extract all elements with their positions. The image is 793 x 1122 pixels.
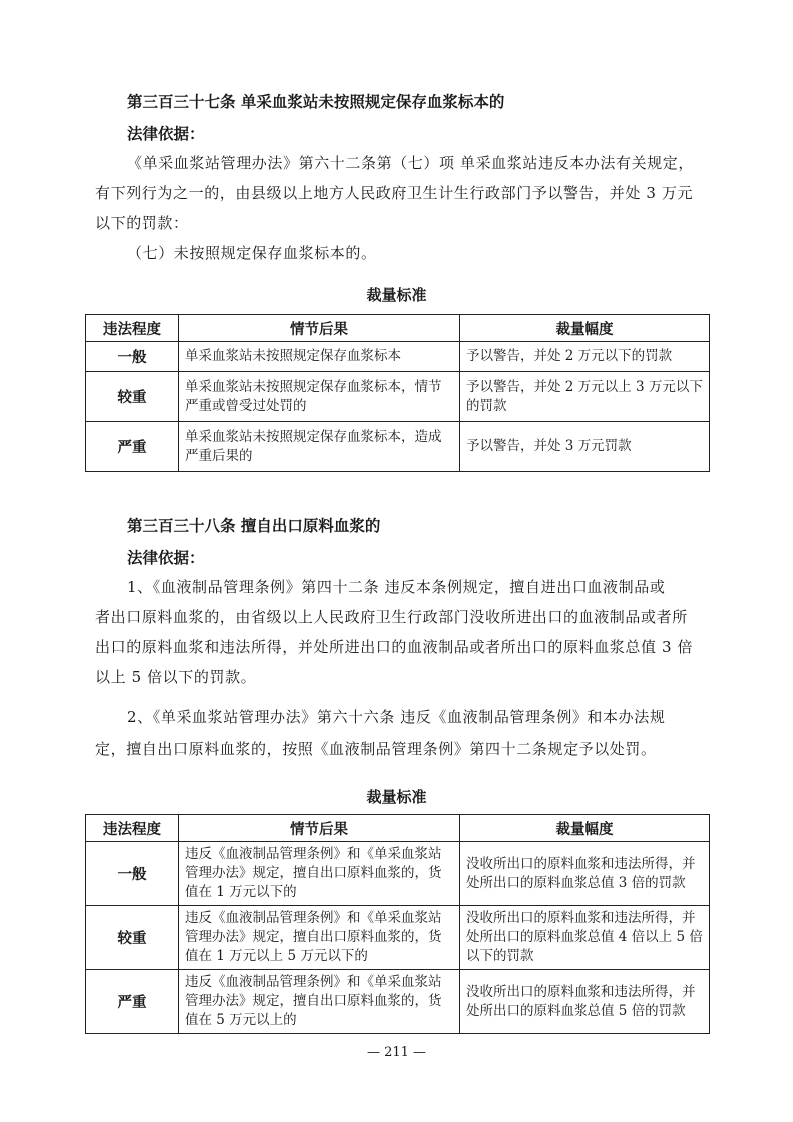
basis-line: 以下的罚款：	[95, 214, 189, 232]
circumstance-cell: 单采血浆站未按照规定保存血浆标本，情节严重或曾受过处罚的	[179, 372, 460, 422]
header-range: 裁量幅度	[460, 815, 710, 842]
circumstance-cell: 单采血浆站未按照规定保存血浆标本，造成严重后果的	[179, 422, 460, 472]
table-row	[86, 906, 710, 970]
range-cell: 予以警告，并处 3 万元罚款	[460, 422, 710, 472]
table-caption: 裁量标准	[366, 788, 427, 806]
discretion-table-338	[85, 814, 710, 1034]
level-cell: 严重	[86, 970, 179, 1034]
page-number: — 211 —	[366, 1045, 427, 1060]
level-cell: 一般	[86, 842, 179, 906]
range-cell: 予以警告，并处 2 万元以下的罚款	[460, 342, 710, 372]
range-cell: 没收所出口的原料血浆和违法所得，并处所出口的原料血浆总值 4 倍以上 5 倍以下的罚款	[460, 906, 710, 970]
header-level: 违法程度	[86, 315, 179, 342]
header-circumstance: 情节后果	[179, 815, 460, 842]
range-cell: 没收所出口的原料血浆和违法所得，并处所出口的原料血浆总值 5 倍的罚款	[460, 970, 710, 1034]
table-row	[86, 372, 710, 422]
circumstance-cell: 单采血浆站未按照规定保存血浆标本	[179, 342, 460, 372]
header-level: 违法程度	[86, 815, 179, 842]
basis-line: 以上 5 倍以下的罚款。	[95, 668, 257, 686]
table-row	[86, 342, 710, 372]
level-cell: 一般	[86, 342, 179, 372]
range-cell: 予以警告，并处 2 万元以上 3 万元以下的罚款	[460, 372, 710, 422]
circumstance-cell: 违反《血液制品管理条例》和《单采血浆站管理办法》规定，擅自出口原料血浆的，货值在 1 万元以上 5 万元以下的	[179, 906, 460, 970]
discretion-table-337	[85, 314, 710, 472]
basis-line: （七）未按照规定保存血浆标本的。	[127, 244, 377, 262]
header-range: 裁量幅度	[460, 315, 710, 342]
legal-basis-label: 法律依据：	[127, 125, 205, 143]
basis-line: 定，擅自出口原料血浆的，按照《血液制品管理条例》第四十二条规定予以处罚。	[95, 740, 657, 758]
level-cell: 较重	[86, 906, 179, 970]
basis-line: 《单采血浆站管理办法》第六十二条第（七）项 单采血浆站违反本办法有关规定，	[127, 154, 694, 172]
basis-line: 1、《血液制品管理条例》第四十二条 违反本条例规定，擅自进出口血液制品或	[127, 578, 666, 596]
table-row	[86, 970, 710, 1034]
legal-basis-label: 法律依据：	[127, 549, 205, 567]
table-header-row	[86, 815, 710, 842]
table-row	[86, 422, 710, 472]
range-cell: 没收所出口的原料血浆和违法所得，并处所出口的原料血浆总值 3 倍的罚款	[460, 842, 710, 906]
table-caption: 裁量标准	[366, 286, 427, 304]
header-circumstance: 情节后果	[179, 315, 460, 342]
circumstance-cell: 违反《血液制品管理条例》和《单采血浆站管理办法》规定，擅自出口原料血浆的，货值在 5 万元以上的	[179, 970, 460, 1034]
table-header-row	[86, 315, 710, 342]
level-cell: 较重	[86, 372, 179, 422]
article-338-title: 第三百三十八条 擅自出口原料血浆的	[127, 517, 381, 535]
basis-line: 出口的原料血浆和违法所得，并处所进出口的血液制品或者所出口的原料血浆总值 3 倍	[95, 638, 694, 656]
basis-line: 者出口原料血浆的，由省级以上人民政府卫生行政部门没收所进出口的血液制品或者所	[95, 608, 688, 626]
article-337-title: 第三百三十七条 单采血浆站未按照规定保存血浆标本的	[127, 93, 505, 111]
basis-line: 2、《单采血浆站管理办法》第六十六条 违反《血液制品管理条例》和本办法规	[127, 708, 666, 726]
basis-line: 有下列行为之一的，由县级以上地方人民政府卫生计生行政部门予以警告，并处 3 万元	[95, 184, 694, 202]
table-row	[86, 842, 710, 906]
level-cell: 严重	[86, 422, 179, 472]
circumstance-cell: 违反《血液制品管理条例》和《单采血浆站管理办法》规定，擅自出口原料血浆的，货值在 1 万元以下的	[179, 842, 460, 906]
